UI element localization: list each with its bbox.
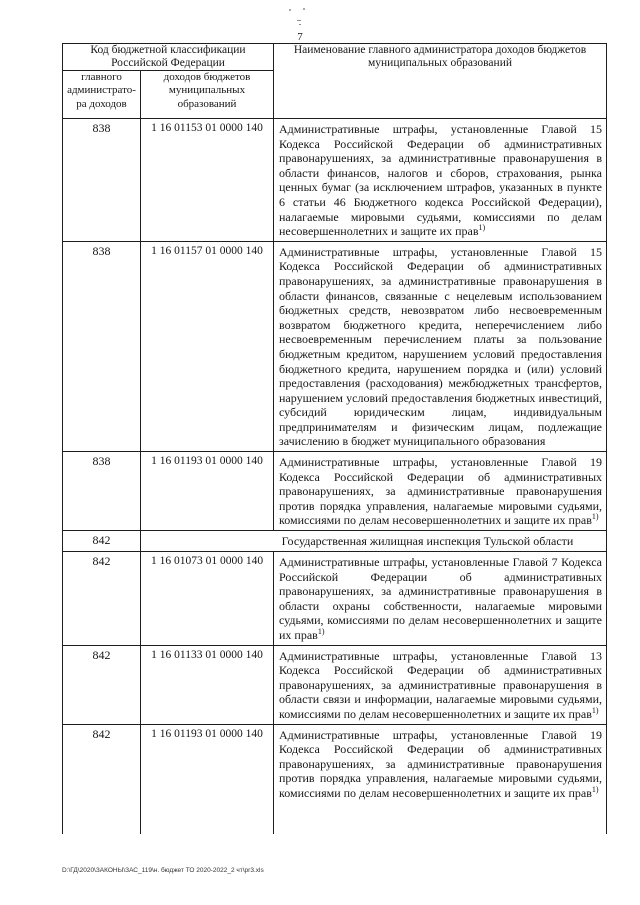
description-cell (274, 241, 607, 451)
income-code-cell: 1 16 01157 01 0000 140 (141, 241, 274, 451)
admin-code-cell: 838 (63, 452, 141, 531)
admin-code-cell: 842 (63, 552, 141, 646)
description-text: Административные штрафы, установленные Главой 19 Кодекса Российской Федерации об административных правонарушениях, за административные правонарушения против порядка управления, налагаемые мировыми судьями, комиссиями по делам несовершеннолетних и защите их прав (279, 727, 602, 800)
admin-code-cell: 842 (63, 645, 141, 724)
header-income-code: доходов бюджетов муниципальных образований (141, 71, 274, 119)
table-body (63, 119, 607, 835)
description-cell (274, 552, 607, 646)
scan-artifact (297, 20, 301, 21)
table-row (63, 452, 607, 531)
description-cell (274, 452, 607, 531)
income-code-cell: 1 16 01193 01 0000 140 (141, 724, 274, 834)
table-row (63, 552, 607, 646)
admin-code-cell: 838 (63, 241, 141, 451)
description-text: Административные штрафы, установленные Главой 7 Кодекса Российской Федерации об административных правонарушениях, за административные правонарушения в области охраны собственности, налагаемые мировыми судьями, комиссиями по делам несовершеннолетних и защите их прав (279, 555, 602, 642)
table-row (63, 241, 607, 451)
scan-artifact (289, 9, 291, 11)
scan-artifact (299, 24, 301, 25)
header-administrator-name: Наименование главного администратора доходов бюджетов муниципальных образований (274, 44, 607, 119)
description-cell (274, 724, 607, 834)
administrator-name-cell: Государственная жилищная инспекция Тульской области (141, 531, 607, 552)
table-row (63, 119, 607, 242)
description-cell (274, 119, 607, 242)
header-administrator-code: главного администрато-ра доходов (63, 71, 141, 119)
budget-classification-table (62, 43, 607, 834)
description-text: Административные штрафы, установленные Главой 15 Кодекса Российской Федерации об административных правонарушениях, за административные правонарушения в области финансов, налогов и сборов, страхования, рынка ценных бумаг (за исключением штрафов, указанных в пункте 6 статьи 46 Бюджетного кодекса Российской Федерации), налагаемые мировыми судьями, комиссиями по делам несовершеннолетних и защите их прав (279, 122, 602, 239)
footnote-mark: 1) (591, 784, 599, 794)
footnote-mark: 1) (317, 627, 325, 636)
income-code-cell: 1 16 01193 01 0000 140 (141, 452, 274, 531)
admin-code-cell: 838 (63, 119, 141, 242)
description-text: Административные штрафы, установленные Главой 13 Кодекса Российской Федерации об административных правонарушениях, за административные правонарушения в области связи и информации, налагаемые мировыми судьями, комиссиями по делам несовершеннолетних и защите их прав (279, 648, 602, 721)
footnote-mark: 1) (478, 223, 486, 233)
table-row (63, 645, 607, 724)
header-code-group: Код бюджетной классификации Российской Федерации (63, 44, 274, 71)
footnote-mark: 1) (591, 512, 599, 522)
admin-code-cell: 842 (63, 724, 141, 834)
table-row (63, 724, 607, 834)
description-cell (274, 645, 607, 724)
income-code-cell: 1 16 01073 01 0000 140 (141, 552, 274, 646)
table-row (63, 531, 607, 552)
scan-artifact (303, 8, 305, 10)
description-text: Административные штрафы, установленные Главой 15 Кодекса Российской Федерации об административных правонарушениях, за административные правонарушения в области финансов, связанные с нецелевым использованием бюджетных средств, невозвратом либо несвоевременным возвратом бюджетного кредита, неперечислением либо несвоевременным перечислением платы за пользование бюджетным кредитом, нарушением условий предоставления бюджетного кредита, нарушением порядка и (или) условий предоставления (расходования) межбюджетных трансфертов, нарушением условий предоставления бюджетных инвестиций, субсидий юридическим лицам, индивидуальным предпринимателям и физическим лицам, подлежащие зачислению в бюджет муниципального образования (279, 244, 602, 449)
income-code-cell: 1 16 01153 01 0000 140 (141, 119, 274, 242)
admin-code-cell: 842 (63, 531, 141, 552)
header-row (63, 44, 607, 71)
footnote-mark: 1) (591, 705, 599, 715)
page-number: 7 (297, 31, 303, 43)
income-code-cell: 1 16 01133 01 0000 140 (141, 645, 274, 724)
table-header (63, 44, 607, 119)
file-path-footer: D:\ГД\2020\ЗАКОНЫ\ЗАС_119\н. бюджет ТО 2020-2022_2 чт\pr3.xls (62, 867, 264, 874)
description-text: Административные штрафы, установленные Главой 19 Кодекса Российской Федерации об административных правонарушениях, за административные правонарушения против порядка управления, налагаемые мировыми судьями, комиссиями по делам несовершеннолетних и защите их прав (279, 455, 602, 528)
